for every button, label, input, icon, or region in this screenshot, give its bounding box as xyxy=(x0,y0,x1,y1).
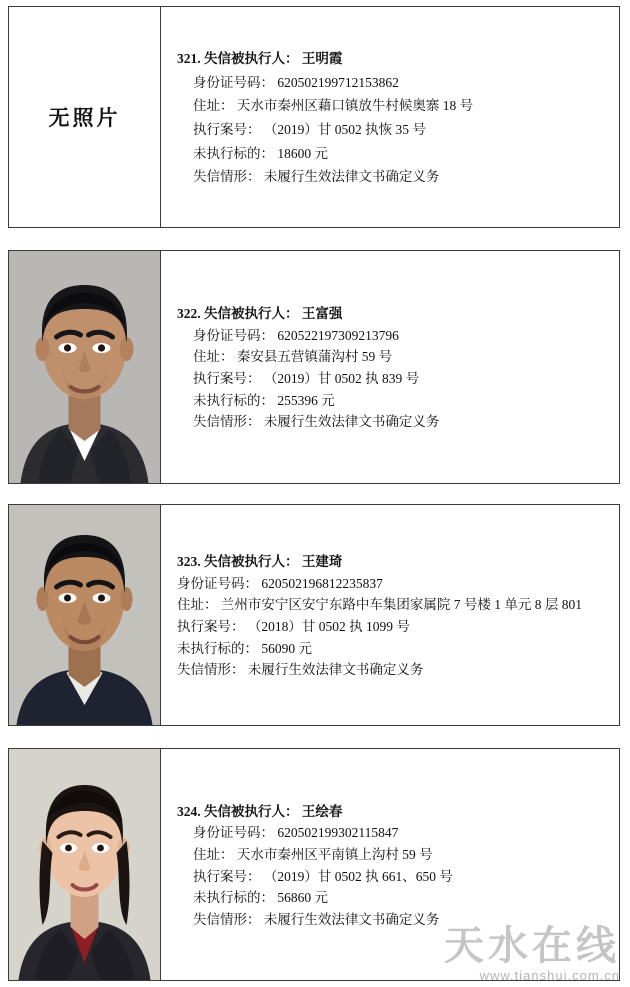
id-value: 620502196812235837 xyxy=(261,575,383,591)
record-id-line xyxy=(177,325,611,347)
address-value: 秦安县五营镇蒲沟村 59 号 xyxy=(236,349,393,365)
amount-value: 56090 元 xyxy=(261,640,312,656)
name-value: 王富强 xyxy=(301,306,343,322)
id-value: 620502199712153862 xyxy=(277,74,399,90)
record-amount-line xyxy=(177,142,611,166)
situation-value: 未履行生效法律文书确定义务 xyxy=(263,414,440,430)
record-situation-line xyxy=(177,165,611,189)
record-amount-line xyxy=(177,638,611,660)
id-label: 身份证号码： xyxy=(193,327,274,343)
address-value: 兰州市安宁区安宁东路中车集团家属院 7 号楼 1 单元 8 层 801 xyxy=(220,597,582,613)
situation-label: 失信情形： xyxy=(193,414,261,430)
case-label: 执行案号： xyxy=(193,868,261,884)
amount-value: 255396 元 xyxy=(277,392,335,408)
situation-label: 失信情形： xyxy=(177,662,245,678)
watermark-url: www.tianshui.com.cn xyxy=(479,968,620,983)
portrait-photo-icon xyxy=(9,251,160,483)
amount-label: 未执行标的： xyxy=(193,145,274,161)
address-value: 天水市秦州区平南镇上沟村 59 号 xyxy=(236,846,433,862)
record-card xyxy=(8,250,620,484)
photo-cell xyxy=(9,7,161,227)
record-id-line xyxy=(177,573,611,595)
record-name-line xyxy=(177,47,611,71)
info-cell xyxy=(161,505,619,725)
info-cell xyxy=(161,749,619,980)
amount-label: 未执行标的： xyxy=(193,392,274,408)
address-label: 住址： xyxy=(193,98,234,114)
portrait-photo-icon xyxy=(9,749,160,980)
record-name-line xyxy=(177,801,611,823)
info-cell xyxy=(161,251,619,483)
record-card xyxy=(8,6,620,228)
name-label: 失信被执行人： xyxy=(204,306,299,322)
record-card xyxy=(8,504,620,726)
name-label: 失信被执行人： xyxy=(204,554,299,570)
name-value: 王明霞 xyxy=(301,51,343,67)
portrait-photo-icon xyxy=(9,505,160,725)
amount-value: 56860 元 xyxy=(277,890,328,906)
record-case-line xyxy=(177,368,611,390)
record-index: 324. xyxy=(177,803,201,819)
record-index: 322. xyxy=(177,306,201,322)
record-case-line xyxy=(177,866,611,888)
name-label: 失信被执行人： xyxy=(204,51,299,67)
id-label: 身份证号码： xyxy=(177,575,258,591)
amount-value: 18600 元 xyxy=(277,145,328,161)
record-index: 321. xyxy=(177,51,201,67)
situation-label: 失信情形： xyxy=(193,169,261,185)
record-situation-line xyxy=(177,411,611,433)
name-value: 王绘春 xyxy=(301,803,343,819)
case-label: 执行案号： xyxy=(177,619,245,634)
record-amount-line xyxy=(177,390,611,412)
record-name-line xyxy=(177,551,611,573)
case-value: （2019）甘 0502 执恢 35 号 xyxy=(263,122,426,137)
record-name-line xyxy=(177,303,611,325)
case-value: （2019）甘 0502 执 839 号 xyxy=(263,371,420,386)
record-id-line xyxy=(177,822,611,844)
watermark-title: 天水在线 xyxy=(444,923,620,968)
amount-label: 未执行标的： xyxy=(177,640,258,656)
record-situation-line xyxy=(177,659,611,681)
address-label: 住址： xyxy=(177,597,218,613)
photo-cell xyxy=(9,505,161,725)
record-card xyxy=(8,748,620,981)
id-label: 身份证号码： xyxy=(193,74,274,90)
name-value: 王建琦 xyxy=(301,554,343,570)
record-case-line xyxy=(177,118,611,142)
case-value: （2019）甘 0502 执 661、650 号 xyxy=(263,868,453,884)
record-address-line xyxy=(177,594,611,616)
record-id-line xyxy=(177,71,611,95)
info-cell xyxy=(161,7,619,227)
record-situation-line xyxy=(177,909,611,931)
case-label: 执行案号： xyxy=(193,371,261,386)
record-index: 323. xyxy=(177,554,201,570)
address-label: 住址： xyxy=(193,846,234,862)
situation-label: 失信情形： xyxy=(193,911,261,927)
id-value: 620502199302115847 xyxy=(277,825,399,841)
case-label: 执行案号： xyxy=(193,122,261,137)
situation-value: 未履行生效法律文书确定义务 xyxy=(263,911,440,927)
id-label: 身份证号码： xyxy=(193,825,274,841)
situation-value: 未履行生效法律文书确定义务 xyxy=(247,662,424,678)
record-amount-line xyxy=(177,887,611,909)
record-address-line xyxy=(177,94,611,118)
situation-value: 未履行生效法律文书确定义务 xyxy=(263,169,440,185)
address-label: 住址： xyxy=(193,349,234,365)
record-address-line xyxy=(177,346,611,368)
no-photo-label: 无照片 xyxy=(48,106,121,130)
amount-label: 未执行标的： xyxy=(193,890,274,906)
photo-cell xyxy=(9,251,161,483)
name-label: 失信被执行人： xyxy=(204,803,299,819)
record-case-line xyxy=(177,616,611,638)
photo-cell xyxy=(9,749,161,980)
case-value: （2018）甘 0502 执 1099 号 xyxy=(247,619,410,634)
record-address-line xyxy=(177,844,611,866)
id-value: 620522197309213796 xyxy=(277,327,399,343)
address-value: 天水市秦州区藉口镇放牛村候奥寨 18 号 xyxy=(236,98,474,114)
